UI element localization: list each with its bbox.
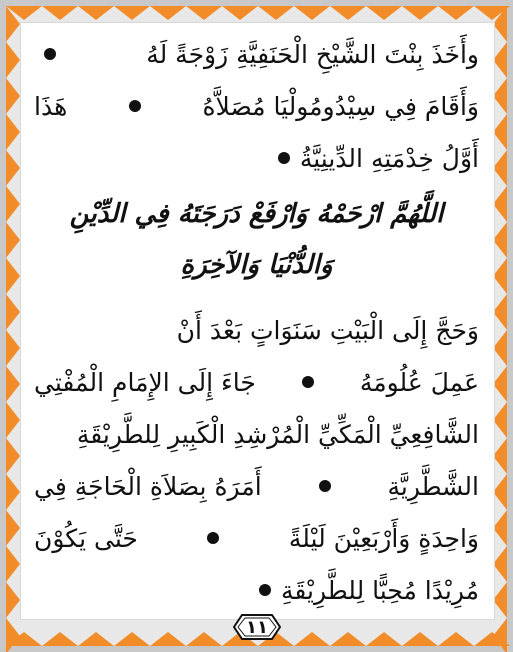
dua-line-2: وَالدُّنْيَا وَالآخِرَةِ xyxy=(180,250,333,280)
bullet-dot xyxy=(207,532,219,544)
bullet-dot xyxy=(259,584,271,596)
text-segment: هَذَا xyxy=(34,91,68,121)
dua-line-1: اللَّهُمَّ ارْحَمْهُ وَارْفَعْ دَرَجَتَهُ فِي الدِّيْنِ xyxy=(69,199,444,229)
text-line xyxy=(34,564,479,616)
text-segment: الشَّافِعِيِّ الْمَكِّيِّ الْمُرْشِدِ الْكَبِيرِ لِلطَّرِيْقَةِ xyxy=(76,419,479,449)
text-segment: أَوَّلُ خِدْمَتِهِ الدِّينِيَّةُ xyxy=(299,143,479,173)
bullet-dot xyxy=(319,480,331,492)
text-line xyxy=(34,80,479,132)
bullet-dot xyxy=(129,100,141,112)
text-line xyxy=(34,408,479,460)
bullet-dot xyxy=(44,48,56,60)
text-line xyxy=(34,512,479,564)
text-line xyxy=(34,304,479,356)
text-line xyxy=(34,132,479,184)
text-segment: جَاءَ إِلَى الإِمَامِ الْمُفْتِي xyxy=(34,367,256,397)
text-segment: مُرِيْدًا مُحِبًّا لِلطَّرِيْقَةِ xyxy=(281,575,479,605)
text-segment: وَاحِدَةٍ وَأَرْبَعِيْنَ لَيْلَةً xyxy=(288,523,479,553)
text-line xyxy=(34,356,479,408)
text-segment: حَتَّى يَكُوْنَ xyxy=(34,523,138,553)
bullet-dot xyxy=(302,376,314,388)
text-body xyxy=(34,28,479,616)
text-line xyxy=(34,460,479,512)
page-number: ١١ xyxy=(246,616,268,638)
text-segment: وأَخَذَ بِنْتَ الشَّيْخِ الْحَنَفِيَّةِ زَوْجَةً لَهُ xyxy=(146,39,479,69)
bullet-dot xyxy=(278,152,290,164)
text-line xyxy=(34,28,479,80)
text-segment: وَأَقَامَ فِي سِيْدُومُولْيَا مُصَلاَّهُ xyxy=(202,91,479,121)
text-segment: الشَّطَّرِيَّةِ xyxy=(387,471,479,501)
text-segment: عَمِلَ عُلُومَهُ xyxy=(359,367,479,397)
text-segment: وَحَجَّ إِلَى الْبَيْتِ سَنَوَاتٍ بَعْدَ أَنْ xyxy=(176,315,479,345)
text-segment: أَمَرَهُ بِصَلاَةِ الْحَاجَةِ فِي xyxy=(34,471,262,501)
page-number-badge xyxy=(226,612,288,642)
spacer xyxy=(34,292,479,304)
